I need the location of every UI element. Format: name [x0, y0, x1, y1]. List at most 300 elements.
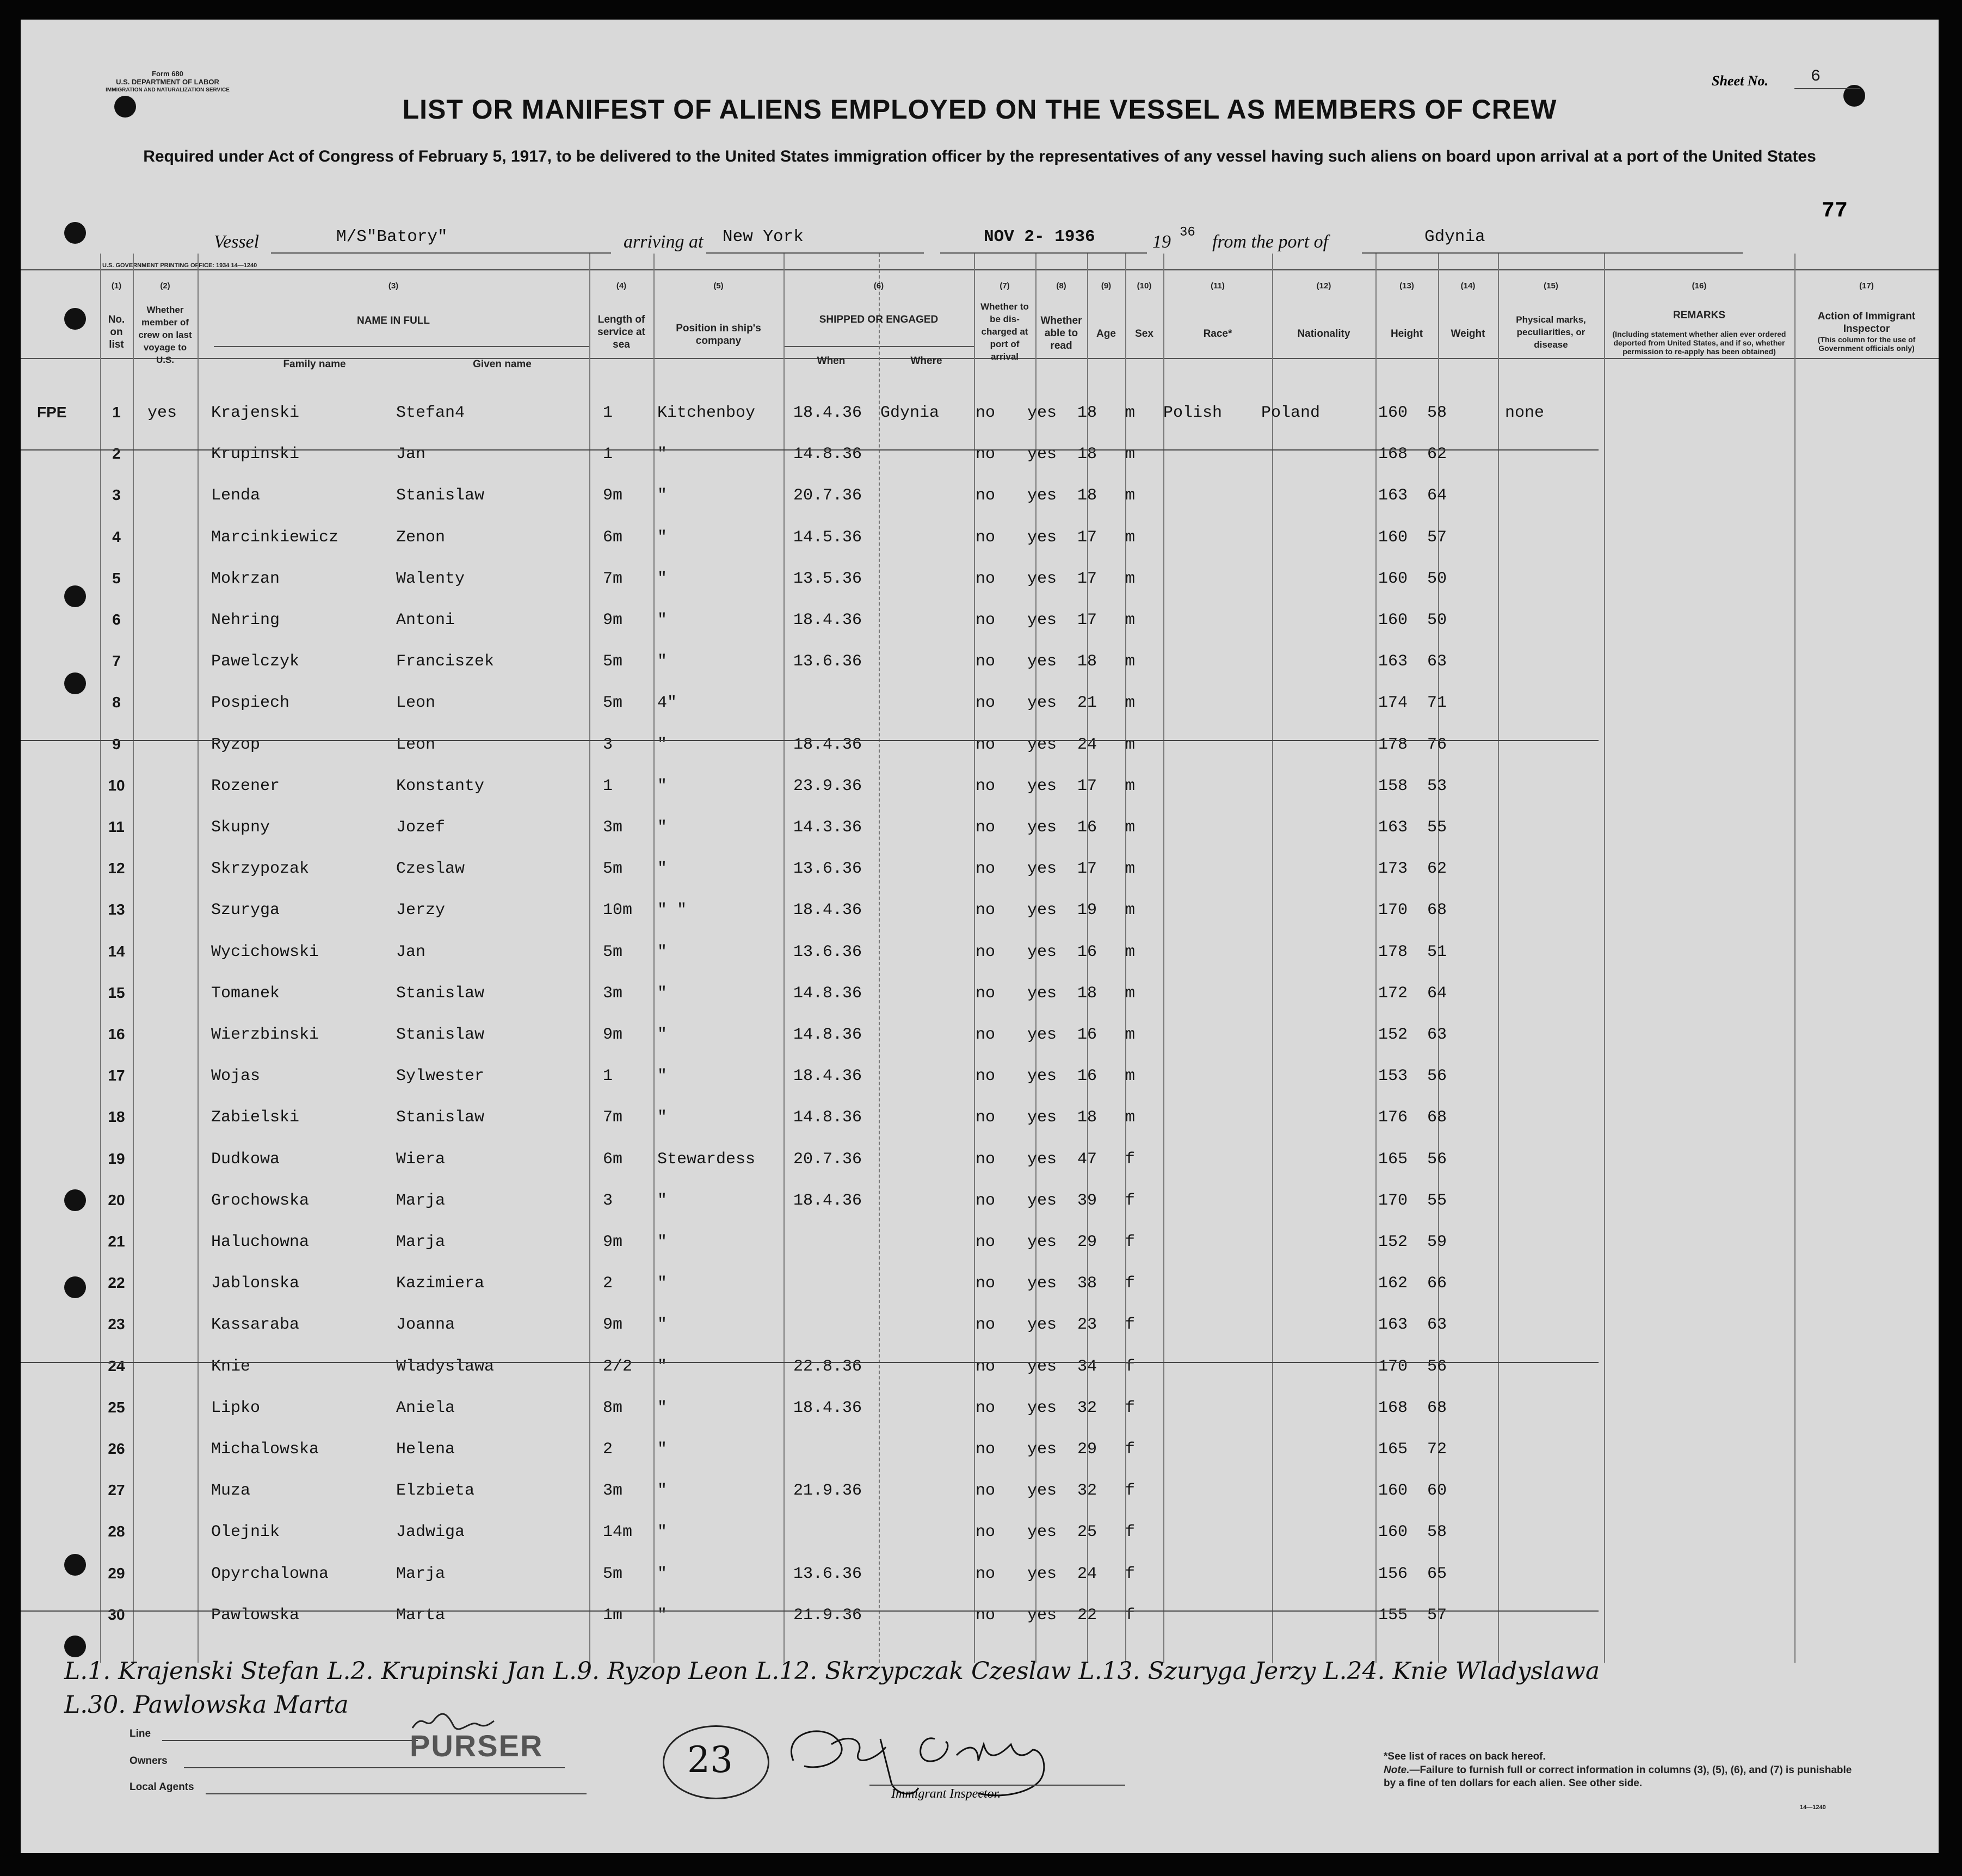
- height-cell: 165: [1378, 1150, 1408, 1169]
- position-cell: ": [657, 1274, 668, 1293]
- given-name-cell: Franciszek: [396, 652, 495, 671]
- column-header: Weight: [1451, 328, 1485, 340]
- shipped-when-cell: 13.6.36: [793, 942, 862, 961]
- column-subheader: (Including statement whether alien ever ordered deported from United States, and if so, whether permission to re-apply has been obtained): [1612, 330, 1786, 356]
- given-name-cell: Jadwiga: [396, 1523, 465, 1542]
- service-length-cell: 1m: [603, 1606, 623, 1625]
- sex-cell: m: [1125, 1067, 1136, 1086]
- table-row: [21, 396, 1939, 437]
- age-cell: 19: [1077, 901, 1097, 920]
- crew-last-voyage-cell: yes: [147, 404, 177, 422]
- family-name-cell: Mokrzan: [211, 569, 280, 588]
- service-length-cell: 7m: [603, 569, 623, 588]
- weight-cell: 58: [1427, 1523, 1447, 1542]
- height-cell: 168: [1378, 445, 1408, 464]
- age-cell: 16: [1077, 1067, 1097, 1086]
- able-to-read-cell: yes: [1027, 486, 1057, 505]
- age-cell: 22: [1077, 1606, 1097, 1625]
- weight-cell: 76: [1427, 735, 1447, 754]
- row-number-cell: 6: [112, 611, 121, 628]
- age-cell: 18: [1077, 445, 1097, 464]
- service-length-cell: 14m: [603, 1523, 633, 1542]
- discharged-cell: no: [976, 942, 996, 961]
- handwritten-note-line1: L.1. Krajenski Stefan L.2. Krupinski Jan L.9. Ryzop Leon L.12. Skrzypczak Czeslaw L.13. Szuryga Jerzy L.24. Knie Wladyslawa: [64, 1657, 1600, 1685]
- weight-cell: 50: [1427, 611, 1447, 630]
- sex-cell: f: [1125, 1191, 1136, 1210]
- column-header: Sex: [1135, 328, 1153, 340]
- row-number-cell: 3: [112, 486, 121, 504]
- service-length-cell: 9m: [603, 1026, 623, 1044]
- row-number-cell: 23: [108, 1316, 125, 1333]
- fine-note: [1384, 1764, 1862, 1790]
- weight-cell: 51: [1427, 942, 1447, 961]
- able-to-read-cell: yes: [1027, 1067, 1057, 1086]
- family-name-cell: Michalowska: [211, 1440, 319, 1459]
- given-name-cell: Stanislaw: [396, 1108, 485, 1127]
- manifest-sheet: [21, 20, 1939, 1853]
- family-name-cell: Szuryga: [211, 901, 280, 920]
- able-to-read-cell: yes: [1027, 901, 1057, 920]
- given-name-cell: Jozef: [396, 818, 446, 837]
- height-cell: 160: [1378, 1523, 1408, 1542]
- given-name-cell: Stanislaw: [396, 1026, 485, 1044]
- position-cell: ": [657, 1606, 668, 1625]
- age-cell: 17: [1077, 569, 1097, 588]
- weight-cell: 55: [1427, 818, 1447, 837]
- arriving-label: arriving at: [624, 232, 704, 252]
- able-to-read-cell: yes: [1027, 818, 1057, 837]
- note-text: —Failure to furnish full or correct information in columns (3), (5), (6), and (7) is punishable by a fine of ten dollars for each alien. See other side.: [1384, 1764, 1852, 1789]
- column-number: (3): [388, 281, 399, 291]
- able-to-read-cell: yes: [1027, 1482, 1057, 1501]
- shipped-when-cell: 18.4.36: [793, 1067, 862, 1086]
- given-name-cell: Antoni: [396, 611, 455, 630]
- local-agents-label: Local Agents: [129, 1781, 194, 1793]
- page-title: LIST OR MANIFEST OF ALIENS EMPLOYED ON THE VESSEL AS MEMBERS OF CREW: [402, 94, 1557, 125]
- table-row: [21, 1143, 1939, 1184]
- discharged-cell: no: [976, 694, 996, 713]
- shipped-when-cell: 13.6.36: [793, 652, 862, 671]
- able-to-read-cell: yes: [1027, 735, 1057, 754]
- sex-cell: f: [1125, 1357, 1136, 1376]
- height-cell: 152: [1378, 1233, 1408, 1251]
- service-length-cell: 5m: [603, 694, 623, 713]
- column-header: Nationality: [1297, 328, 1350, 340]
- from-port: Gdynia: [1424, 227, 1485, 246]
- physical-marks-cell: none: [1505, 404, 1545, 422]
- discharged-cell: no: [976, 818, 996, 837]
- table-row: [21, 1184, 1939, 1225]
- service-length-cell: 5m: [603, 652, 623, 671]
- able-to-read-cell: yes: [1027, 1564, 1057, 1583]
- service-length-cell: 7m: [603, 1108, 623, 1127]
- discharged-cell: no: [976, 1606, 996, 1625]
- shipped-when-cell: 14.3.36: [793, 818, 862, 837]
- column-header: Age: [1096, 328, 1116, 340]
- able-to-read-cell: yes: [1027, 1316, 1057, 1335]
- column-subheader: Where: [910, 355, 942, 367]
- row-number-cell: 2: [112, 445, 121, 462]
- position-cell: ": [657, 1440, 668, 1459]
- discharged-cell: no: [976, 1357, 996, 1376]
- position-cell: ": [657, 818, 668, 837]
- sex-cell: m: [1125, 984, 1136, 1003]
- service-length-cell: 10m: [603, 901, 633, 920]
- race-cell: Polish: [1163, 404, 1223, 422]
- column-number: (7): [999, 281, 1010, 291]
- sex-cell: f: [1125, 1564, 1136, 1583]
- row-number-cell: 30: [108, 1606, 125, 1623]
- weight-cell: 55: [1427, 1191, 1447, 1210]
- sex-cell: m: [1125, 611, 1136, 630]
- table-row: [21, 1391, 1939, 1433]
- given-name-cell: Sylwester: [396, 1067, 485, 1086]
- height-cell: 152: [1378, 1026, 1408, 1044]
- row-number-cell: 9: [112, 735, 121, 752]
- weight-cell: 50: [1427, 569, 1447, 588]
- able-to-read-cell: yes: [1027, 1108, 1057, 1127]
- family-name-cell: Haluchowna: [211, 1233, 310, 1251]
- sex-cell: f: [1125, 1440, 1136, 1459]
- able-to-read-cell: yes: [1027, 445, 1057, 464]
- row-number-cell: 17: [108, 1067, 125, 1084]
- discharged-cell: no: [976, 569, 996, 588]
- from-port-label: from the port of: [1212, 232, 1329, 252]
- table-row: [21, 562, 1939, 603]
- shipped-when-cell: 18.4.36: [793, 1191, 862, 1210]
- discharged-cell: no: [976, 404, 996, 422]
- year: 36: [1180, 225, 1195, 240]
- given-name-cell: Joanna: [396, 1316, 455, 1335]
- service-length-cell: 2: [603, 1274, 613, 1293]
- family-name-cell: Skupny: [211, 818, 270, 837]
- sex-cell: f: [1125, 1398, 1136, 1417]
- family-name-cell: Pawelczyk: [211, 652, 300, 671]
- sex-cell: m: [1125, 776, 1136, 795]
- table-row: [21, 521, 1939, 562]
- line-label: Line: [129, 1728, 151, 1739]
- position-cell: ": [657, 1233, 668, 1251]
- sex-cell: f: [1125, 1482, 1136, 1501]
- height-cell: 170: [1378, 1357, 1408, 1376]
- able-to-read-cell: yes: [1027, 1026, 1057, 1044]
- column-number: (9): [1101, 281, 1112, 291]
- table-row: [21, 479, 1939, 520]
- able-to-read-cell: yes: [1027, 860, 1057, 879]
- age-cell: 17: [1077, 776, 1097, 795]
- handwritten-note-line2: L.30. Pawlowska Marta: [64, 1691, 349, 1719]
- discharged-cell: no: [976, 1316, 996, 1335]
- given-name-cell: Aniela: [396, 1398, 455, 1417]
- family-name-cell: Kassaraba: [211, 1316, 300, 1335]
- column-subheader: Family name: [283, 359, 346, 370]
- family-name-cell: Tomanek: [211, 984, 280, 1003]
- row-number-cell: 1: [112, 404, 121, 421]
- column-header: NAME IN FULL: [356, 315, 430, 326]
- arrival-date: NOV 2- 1936: [984, 227, 1095, 246]
- strike-line: [21, 740, 1599, 741]
- table-row: [21, 603, 1939, 645]
- age-cell: 39: [1077, 1191, 1097, 1210]
- given-name-cell: Konstanty: [396, 776, 485, 795]
- age-cell: 18: [1077, 486, 1097, 505]
- able-to-read-cell: yes: [1027, 984, 1057, 1003]
- table-row: [21, 1474, 1939, 1515]
- row-number-cell: 29: [108, 1564, 125, 1582]
- column-number: (16): [1692, 281, 1707, 291]
- given-name-cell: Marja: [396, 1233, 446, 1251]
- discharged-cell: no: [976, 1440, 996, 1459]
- family-name-cell: Pospiech: [211, 694, 290, 713]
- column-subheader: When: [817, 355, 846, 367]
- service-length-cell: 9m: [603, 486, 623, 505]
- family-name-cell: Lenda: [211, 486, 261, 505]
- height-cell: 160: [1378, 528, 1408, 547]
- column-header: Whether able to read: [1040, 315, 1082, 351]
- sex-cell: m: [1125, 694, 1136, 713]
- column-header: No. on list: [108, 314, 125, 350]
- position-cell: ": [657, 984, 668, 1003]
- position-cell: ": [657, 1026, 668, 1044]
- position-cell: ": [657, 1191, 668, 1210]
- row-number-cell: 27: [108, 1482, 125, 1499]
- height-cell: 178: [1378, 942, 1408, 961]
- discharged-cell: no: [976, 528, 996, 547]
- note-label: Note.: [1384, 1764, 1410, 1776]
- able-to-read-cell: yes: [1027, 404, 1057, 422]
- position-cell: ": [657, 1067, 668, 1086]
- able-to-read-cell: yes: [1027, 652, 1057, 671]
- strike-line: [21, 1362, 1599, 1363]
- column-number: (12): [1316, 281, 1331, 291]
- row-number-cell: 25: [108, 1398, 125, 1416]
- given-name-cell: Jerzy: [396, 901, 446, 920]
- family-name-cell: Zabielski: [211, 1108, 300, 1127]
- weight-cell: 64: [1427, 486, 1447, 505]
- row-number-cell: 12: [108, 860, 125, 877]
- able-to-read-cell: yes: [1027, 1523, 1057, 1542]
- sex-cell: m: [1125, 486, 1136, 505]
- position-cell: ": [657, 652, 668, 671]
- weight-cell: 63: [1427, 1026, 1447, 1044]
- given-name-cell: Elzbieta: [396, 1482, 475, 1501]
- shipped-when-cell: 18.4.36: [793, 404, 862, 422]
- able-to-read-cell: yes: [1027, 1440, 1057, 1459]
- discharged-cell: no: [976, 1108, 996, 1127]
- row-number-cell: 18: [108, 1108, 125, 1126]
- family-name-cell: Dudkowa: [211, 1150, 280, 1169]
- given-name-cell: Leon: [396, 735, 436, 754]
- able-to-read-cell: yes: [1027, 611, 1057, 630]
- height-cell: 160: [1378, 1482, 1408, 1501]
- height-cell: 178: [1378, 735, 1408, 754]
- arriving-port: New York: [723, 227, 804, 246]
- discharged-cell: no: [976, 860, 996, 879]
- column-header: Action of Immigrant Inspector: [1817, 311, 1916, 335]
- punch-hole: [64, 308, 86, 330]
- shipped-when-cell: 14.8.36: [793, 445, 862, 464]
- age-cell: 23: [1077, 1316, 1097, 1335]
- family-name-cell: Grochowska: [211, 1191, 310, 1210]
- height-cell: 160: [1378, 569, 1408, 588]
- discharged-cell: no: [976, 1398, 996, 1417]
- weight-cell: 59: [1427, 1233, 1447, 1251]
- service-length-cell: 6m: [603, 1150, 623, 1169]
- sex-cell: m: [1125, 860, 1136, 879]
- position-cell: ": [657, 1564, 668, 1583]
- sex-cell: m: [1125, 818, 1136, 837]
- row-number-cell: 26: [108, 1440, 125, 1457]
- service-length-cell: 6m: [603, 528, 623, 547]
- able-to-read-cell: yes: [1027, 1233, 1057, 1251]
- strike-line: [21, 1610, 1599, 1612]
- service-length-cell: 3m: [603, 1482, 623, 1501]
- weight-cell: 53: [1427, 776, 1447, 795]
- shipped-when-cell: 18.4.36: [793, 735, 862, 754]
- service-length-cell: 9m: [603, 1316, 623, 1335]
- discharged-cell: no: [976, 611, 996, 630]
- sex-cell: m: [1125, 445, 1136, 464]
- shipped-where-cell: Gdynia: [880, 404, 940, 422]
- sex-cell: f: [1125, 1233, 1136, 1251]
- family-name-cell: Olejnik: [211, 1523, 280, 1542]
- weight-cell: 68: [1427, 1398, 1447, 1417]
- given-name-cell: Zenon: [396, 528, 446, 547]
- discharged-cell: no: [976, 1067, 996, 1086]
- shipped-when-cell: 20.7.36: [793, 486, 862, 505]
- row-number-cell: 19: [108, 1150, 125, 1167]
- height-cell: 160: [1378, 611, 1408, 630]
- given-name-cell: Czeslaw: [396, 860, 465, 879]
- shipped-when-cell: 21.9.36: [793, 1482, 862, 1501]
- column-header: Whether member of crew on last voyage to U.S.: [138, 305, 192, 365]
- discharged-cell: no: [976, 486, 996, 505]
- table-row: [21, 893, 1939, 935]
- service-length-cell: 9m: [603, 611, 623, 630]
- weight-cell: 62: [1427, 445, 1447, 464]
- able-to-read-cell: yes: [1027, 694, 1057, 713]
- age-cell: 24: [1077, 1564, 1097, 1583]
- sheet-number-label: Sheet No.: [1712, 73, 1768, 89]
- column-number: (10): [1137, 281, 1152, 291]
- discharged-cell: no: [976, 735, 996, 754]
- row-number-cell: 10: [108, 776, 125, 794]
- table-row: [21, 811, 1939, 852]
- row-number-cell: 13: [108, 901, 125, 918]
- position-cell: ": [657, 1357, 668, 1376]
- sex-cell: f: [1125, 1316, 1136, 1335]
- table-row: [21, 686, 1939, 727]
- column-number: (14): [1460, 281, 1476, 291]
- given-name-cell: Stanislaw: [396, 984, 485, 1003]
- service-length-cell: 3m: [603, 818, 623, 837]
- family-name-cell: Wycichowski: [211, 942, 319, 961]
- service-name: IMMIGRATION AND NATURALIZATION SERVICE: [106, 87, 230, 93]
- table-row: [21, 1059, 1939, 1101]
- family-name-cell: Knie: [211, 1357, 251, 1376]
- year-prefix: 19: [1152, 232, 1171, 252]
- table-row: [21, 935, 1939, 977]
- discharged-cell: no: [976, 1233, 996, 1251]
- row-number-cell: 14: [108, 942, 125, 960]
- service-length-cell: 5m: [603, 1564, 623, 1583]
- height-cell: 163: [1378, 818, 1408, 837]
- row-number-cell: 5: [112, 569, 121, 587]
- column-header: Race*: [1203, 328, 1232, 340]
- family-name-cell: Jablonska: [211, 1274, 300, 1293]
- shipped-when-cell: 13.5.36: [793, 569, 862, 588]
- discharged-cell: no: [976, 901, 996, 920]
- height-cell: 176: [1378, 1108, 1408, 1127]
- shipped-when-cell: 14.8.36: [793, 1026, 862, 1044]
- column-number: (8): [1056, 281, 1066, 291]
- age-cell: 38: [1077, 1274, 1097, 1293]
- weight-cell: 57: [1427, 1606, 1447, 1625]
- given-name-cell: Jan: [396, 942, 426, 961]
- position-cell: ": [657, 445, 668, 464]
- table-row: [21, 1308, 1939, 1349]
- form-meta: [91, 70, 244, 94]
- table-row: [21, 1225, 1939, 1267]
- row-number-cell: 16: [108, 1026, 125, 1042]
- row-number-cell: 24: [108, 1357, 125, 1374]
- weight-cell: 63: [1427, 652, 1447, 671]
- given-name-cell: Stanislaw: [396, 486, 485, 505]
- age-cell: 25: [1077, 1523, 1097, 1542]
- table-row: [21, 1515, 1939, 1557]
- height-cell: 165: [1378, 1440, 1408, 1459]
- weight-cell: 56: [1427, 1067, 1447, 1086]
- race-note: *See list of races on back hereof.: [1384, 1751, 1546, 1762]
- discharged-cell: no: [976, 1150, 996, 1169]
- given-name-cell: Wiera: [396, 1150, 446, 1169]
- age-cell: 18: [1077, 984, 1097, 1003]
- sex-cell: m: [1125, 569, 1136, 588]
- form-number: Form 680: [152, 70, 183, 78]
- position-cell: ": [657, 611, 668, 630]
- family-name-cell: Nehring: [211, 611, 280, 630]
- column-subheader: Given name: [473, 359, 532, 370]
- weight-cell: 56: [1427, 1357, 1447, 1376]
- age-cell: 18: [1077, 652, 1097, 671]
- vessel-label: Vessel: [214, 232, 260, 252]
- table-row: [21, 1101, 1939, 1142]
- sex-cell: m: [1125, 1026, 1136, 1044]
- age-cell: 16: [1077, 1026, 1097, 1044]
- position-cell: " ": [657, 901, 687, 920]
- family-name-cell: Lipko: [211, 1398, 261, 1417]
- given-name-cell: Helena: [396, 1440, 455, 1459]
- able-to-read-cell: yes: [1027, 1274, 1057, 1293]
- able-to-read-cell: yes: [1027, 1357, 1057, 1376]
- shipped-when-cell: 18.4.36: [793, 1398, 862, 1417]
- shipped-when-cell: 23.9.36: [793, 776, 862, 795]
- sex-cell: m: [1125, 404, 1136, 422]
- given-name-cell: Walenty: [396, 569, 465, 588]
- discharged-cell: no: [976, 776, 996, 795]
- row-number-cell: 7: [112, 652, 121, 670]
- height-cell: 170: [1378, 1191, 1408, 1210]
- column-number: (4): [616, 281, 627, 291]
- position-cell: ": [657, 735, 668, 754]
- service-length-cell: 5m: [603, 860, 623, 879]
- age-cell: 16: [1077, 942, 1097, 961]
- height-cell: 156: [1378, 1564, 1408, 1583]
- shipped-when-cell: 13.6.36: [793, 860, 862, 879]
- shipped-when-cell: 14.8.36: [793, 984, 862, 1003]
- able-to-read-cell: yes: [1027, 776, 1057, 795]
- height-cell: 162: [1378, 1274, 1408, 1293]
